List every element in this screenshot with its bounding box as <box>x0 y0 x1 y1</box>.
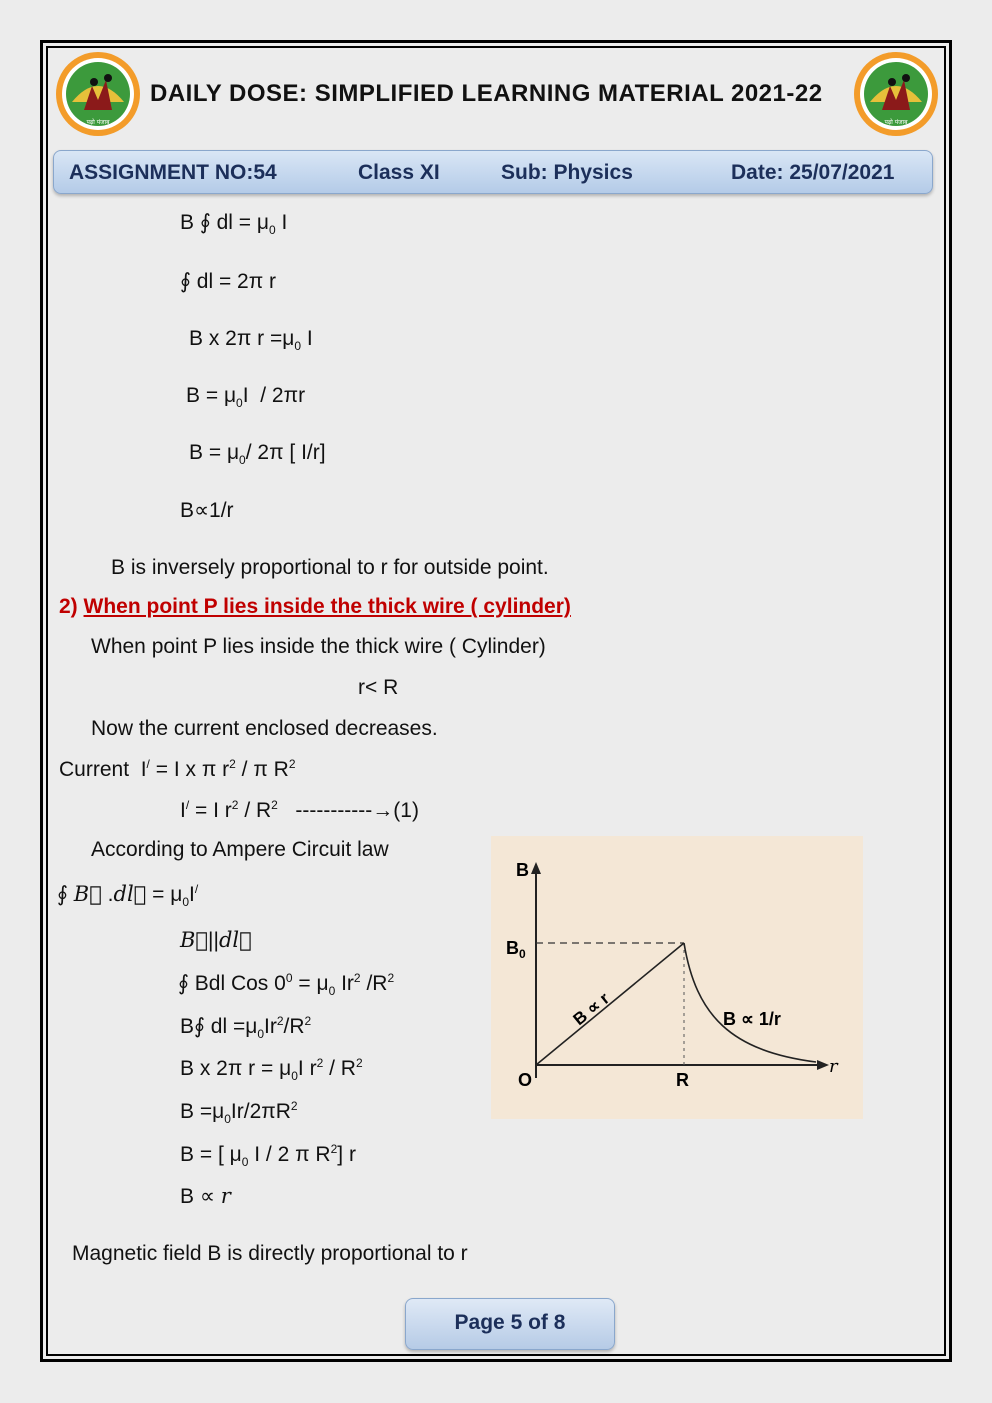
document-title: DAILY DOSE: SIMPLIFIED LEARNING MATERIAL 2021-22 <box>150 80 823 107</box>
annotation-b-prop-r: B ∝ r <box>569 988 613 1030</box>
equation-line: ∮ dl = 2π r <box>180 270 277 293</box>
equation-line: B x 2π $r =\mu_0$ I <box>189 327 313 354</box>
assignment-bar <box>53 150 933 194</box>
x-axis-arrow <box>817 1060 829 1070</box>
conclusion-text: Magnetic field B is directly proportional to r <box>72 1242 468 1265</box>
assignment-number: ASSIGNMENT NO:54 <box>69 161 277 184</box>
equation-line: B x 2π $r = \mu_0I$ $r^2 / R^2$ <box>180 1056 363 1084</box>
equation-line: $B = \mu_0I / 2\pi r$ <box>186 384 306 411</box>
paragraph-text: When point P lies inside the thick wire ( Cylinder) <box>91 635 546 658</box>
b0-subscript: 0 <box>519 947 526 961</box>
equation-line: B∮ dl $=\mu_0Ir^2/R^2$ <box>180 1014 312 1042</box>
equation-line: I/ = I $r^2 / R^2$ -----------→(1) <box>180 798 419 822</box>
school-logo-left <box>54 50 142 138</box>
annotation-b-prop-1-over-r: B ∝ 1/r <box>723 1009 781 1029</box>
equation-line: B = [ $\mu_0$ I / 2 π $R^2$] r <box>180 1142 356 1170</box>
equation-line: ∮ B⃗ .dl⃗ = $\mu_0I^/$ <box>57 882 199 910</box>
equation-line: $B = \mu_0/$ 2π [ I/r] <box>189 441 326 468</box>
paragraph-text: Now the current enclosed decreases. <box>91 717 438 740</box>
y-axis-arrow <box>531 862 541 874</box>
section-heading: 2) When point P lies inside the thick wire ( cylinder) <box>59 595 571 618</box>
x-axis-label: r <box>829 1056 838 1077</box>
page-indicator-button[interactable]: Page 5 of 8 <box>405 1298 615 1350</box>
equation-line: $B =\mu_0Ir/2\pi R^2$ <box>180 1099 298 1127</box>
statement-text: B is inversely proportional to r for outside point. <box>111 556 549 579</box>
paragraph-text: According to Ampere Circuit law <box>91 838 389 861</box>
equation-line: B⃗||dl⃗ <box>180 928 252 952</box>
equation-line: Current I/ = I x π $r^2$ / π $R^2$ <box>59 757 296 781</box>
magnetic-field-graph <box>491 836 863 1119</box>
subject-label: Sub: Physics <box>501 161 633 184</box>
svg-text:पढ़ो पंजाब: पढ़ो पंजाब <box>884 119 908 126</box>
equation-line: B∝1/r <box>180 499 234 522</box>
graph-svg <box>491 836 863 1119</box>
condition-text: r< R <box>358 676 399 699</box>
equation-line: ∮ Bdl Cos $0^0 = \mu_0$ Ir$^2$ $/R^2$ <box>178 971 395 999</box>
equation-line: B ∝ r <box>180 1184 231 1208</box>
r-tick-label: R <box>676 1070 689 1090</box>
b0-tick-label: $B_0$ <box>506 938 526 961</box>
svg-text:पढ़ो पंजाब: पढ़ो पंजाब <box>86 119 110 126</box>
school-logo-right <box>852 50 940 138</box>
y-axis-label: B <box>516 860 529 880</box>
equation-line: B ∮ dl = $\mu_0$ I <box>180 211 288 238</box>
class-label: Class XI <box>358 161 440 184</box>
series-inverse-b-prop-1-over-r <box>684 943 816 1062</box>
date-label: Date: 25/07/2021 <box>731 161 895 184</box>
origin-label: O <box>518 1070 533 1090</box>
